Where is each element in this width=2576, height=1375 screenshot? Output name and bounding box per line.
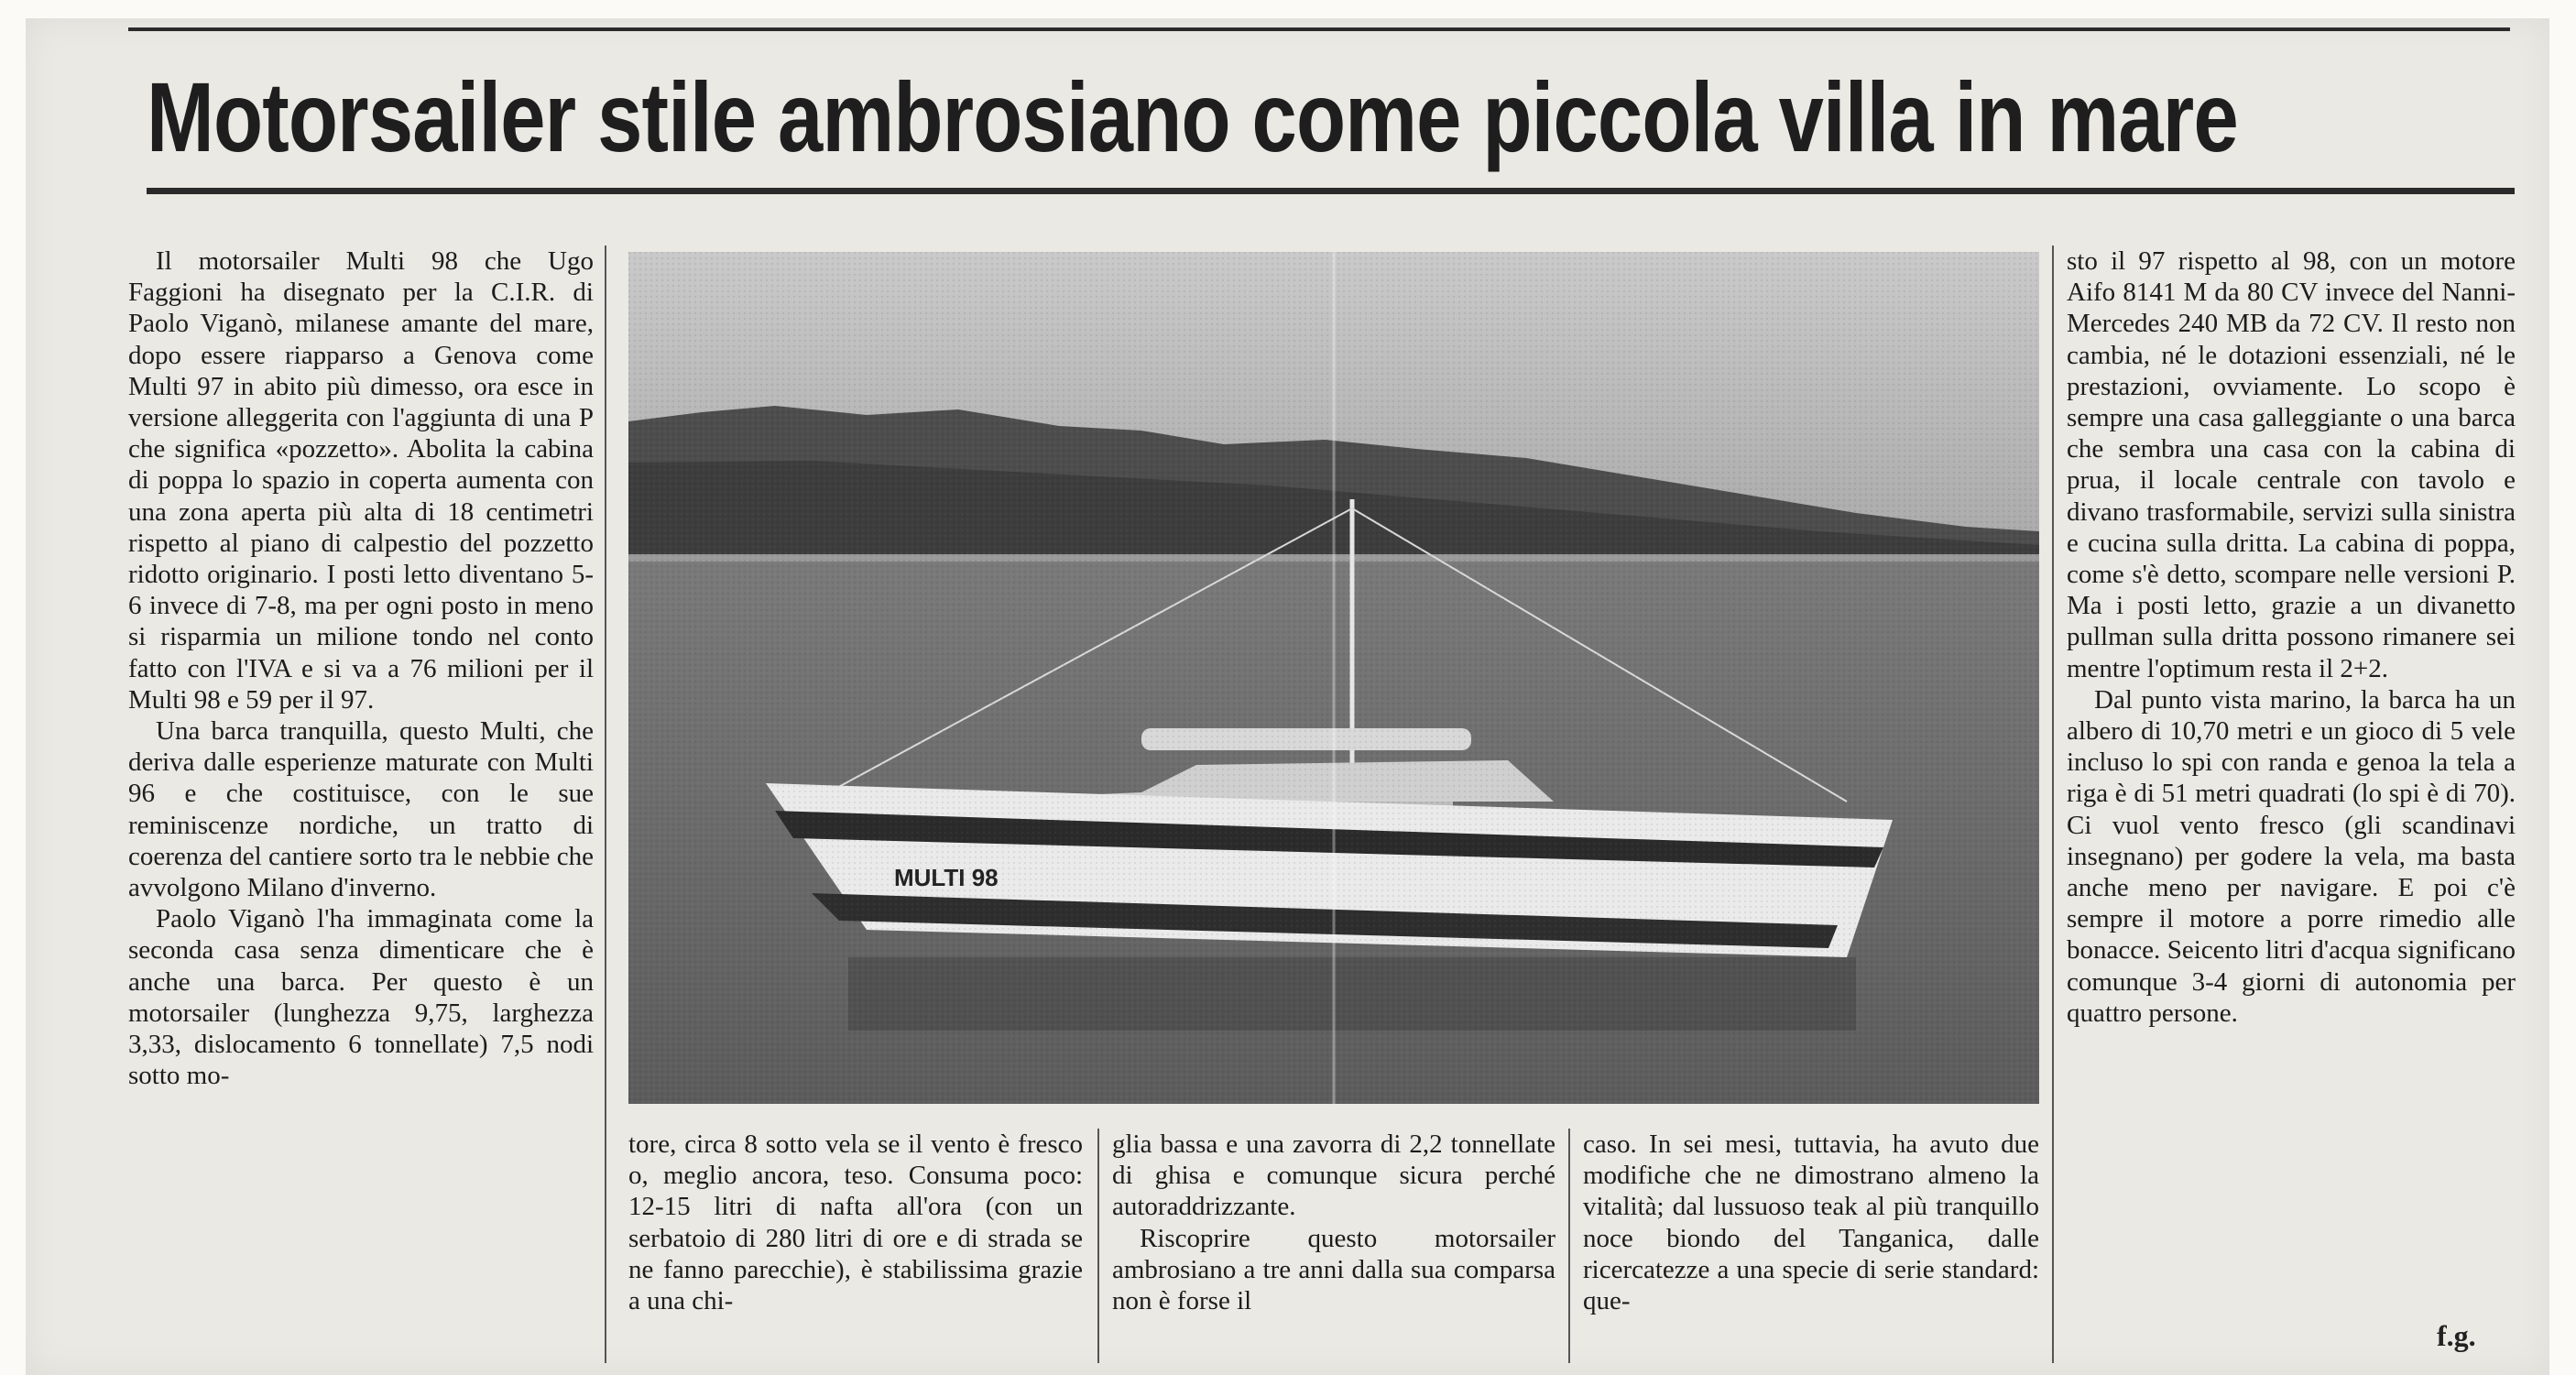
author-signature: f.g.: [2437, 1319, 2476, 1352]
column-3-paragraph-2: Riscoprire questo motorsailer ambrosiano a tre anni dalla sua comparsa non è forse il: [1112, 1223, 1555, 1316]
column-divider-3: [1568, 1129, 1570, 1363]
column-3: [1112, 1129, 1555, 1316]
column-1-paragraph-3: Paolo Viganò l'ha immaginata come la seconda casa senza dimenticare che è anche una barca. Per questo è un motorsailer (lunghezza 9,75, larghezza 3,33, dislocamento 6 tonnellate) 7,5 nodi sotto mo-: [128, 904, 594, 1091]
motorsailer-photo-svg: [628, 252, 2039, 1104]
column-1: [128, 246, 594, 1091]
motorsailer-photo: [628, 252, 2039, 1104]
column-5-paragraph-1: sto il 97 rispetto al 98, con un motore Aifo 8141 M da 80 CV invece del Nanni-Mercedes 240 MB da 72 CV. Il resto non cambia, né le dotazioni essenziali, né le prestazioni, ovviamente. Lo scopo è sempre una casa galleggiante o una barca che sembra una casa con la cabina di prua, il locale centrale con tavolo e divano trasformabile, servizi sulla sinistra e cucina sulla dritta. La cabina di poppa, come s'è detto, scompare nelle versioni P. Ma i posti letto, grazie a un divanetto pullman sulla dritta possono rimanere sei mentre l'optimum resta il 2+2.: [2067, 246, 2516, 683]
column-5-paragraph-2: Dal punto vista marino, la barca ha un albero di 10,70 metri e un gioco di 5 vele incluso lo spi con randa e genoa la tela a riga è di 51 metri quadrati (lo spi è di 70). Ci vuol vento fresco (gli scandinavi insegnano) per godere la vela, ma basta anche meno per navigare. E poi c'è sempre il motore a porre rimedio alle bonacce. Seicento litri d'acqua significano comunque 3-4 giorni di autonomia per quattro persone.: [2067, 684, 2516, 1028]
column-divider-1: [605, 246, 606, 1363]
column-1-paragraph-2: Una barca tranquilla, questo Multi, che deriva dalle esperienze maturate con Multi 96 e che costituisce, con le sue reminiscenze nordiche, un tratto di coerenza del cantiere sorto tra le nebbie che avvolgono Milano d'inverno.: [128, 716, 595, 903]
column-divider-2: [1097, 1129, 1099, 1363]
column-3-paragraph-1: glia bassa e una zavorra di 2,2 tonnellate di ghisa e comunque sicura perché autoraddrizzante.: [1112, 1129, 1555, 1222]
column-5: [2067, 246, 2516, 1029]
column-2-paragraph-1: tore, circa 8 sotto vela se il vento è fresco o, meglio ancora, teso. Consuma poco: 12-15 litri di nafta all'ora (con un serbatoio di 280 litri di ore e di strada se ne fanno parecchie), è stabilissima grazie a una chi-: [628, 1129, 1083, 1316]
headline-rule: [147, 188, 2515, 194]
column-2: [628, 1129, 1083, 1316]
column-4-paragraph-1: caso. In sei mesi, tuttavia, ha avuto due modifiche che ne dimostrano almeno la vitalità; dal lussuoso teak al più tranquillo noce biondo del Tanganica, dalle ricercatezze a una specie di serie standard: que-: [1583, 1129, 2039, 1316]
column-1-paragraph-1: Il motorsailer Multi 98 che Ugo Faggioni ha disegnato per la C.I.R. di Paolo Viganò, milanese amante del mare, dopo essere riapparso a Genova come Multi 97 in abito più dimesso, ora esce in versione alleggerita con l'aggiunta di una P che significa «pozzetto». Abolita la cabina di poppa lo spazio in coperta aumenta con una zona aperta più alta di 18 centimetri rispetto al piano di calpestio del pozzetto ridotto originario. I posti letto diventano 5-6 invece di 7-8, ma per ogni posto in meno si risparmia un milione tondo nel conto fatto con l'IVA e si va a 76 milioni per il Multi 98 e 59 per il 97.: [128, 246, 594, 715]
headline: Motorsailer stile ambrosiano come piccola villa in mare: [147, 61, 2238, 172]
top-rule: [128, 27, 2510, 31]
column-4: [1583, 1129, 2039, 1316]
column-divider-4: [2052, 246, 2054, 1363]
